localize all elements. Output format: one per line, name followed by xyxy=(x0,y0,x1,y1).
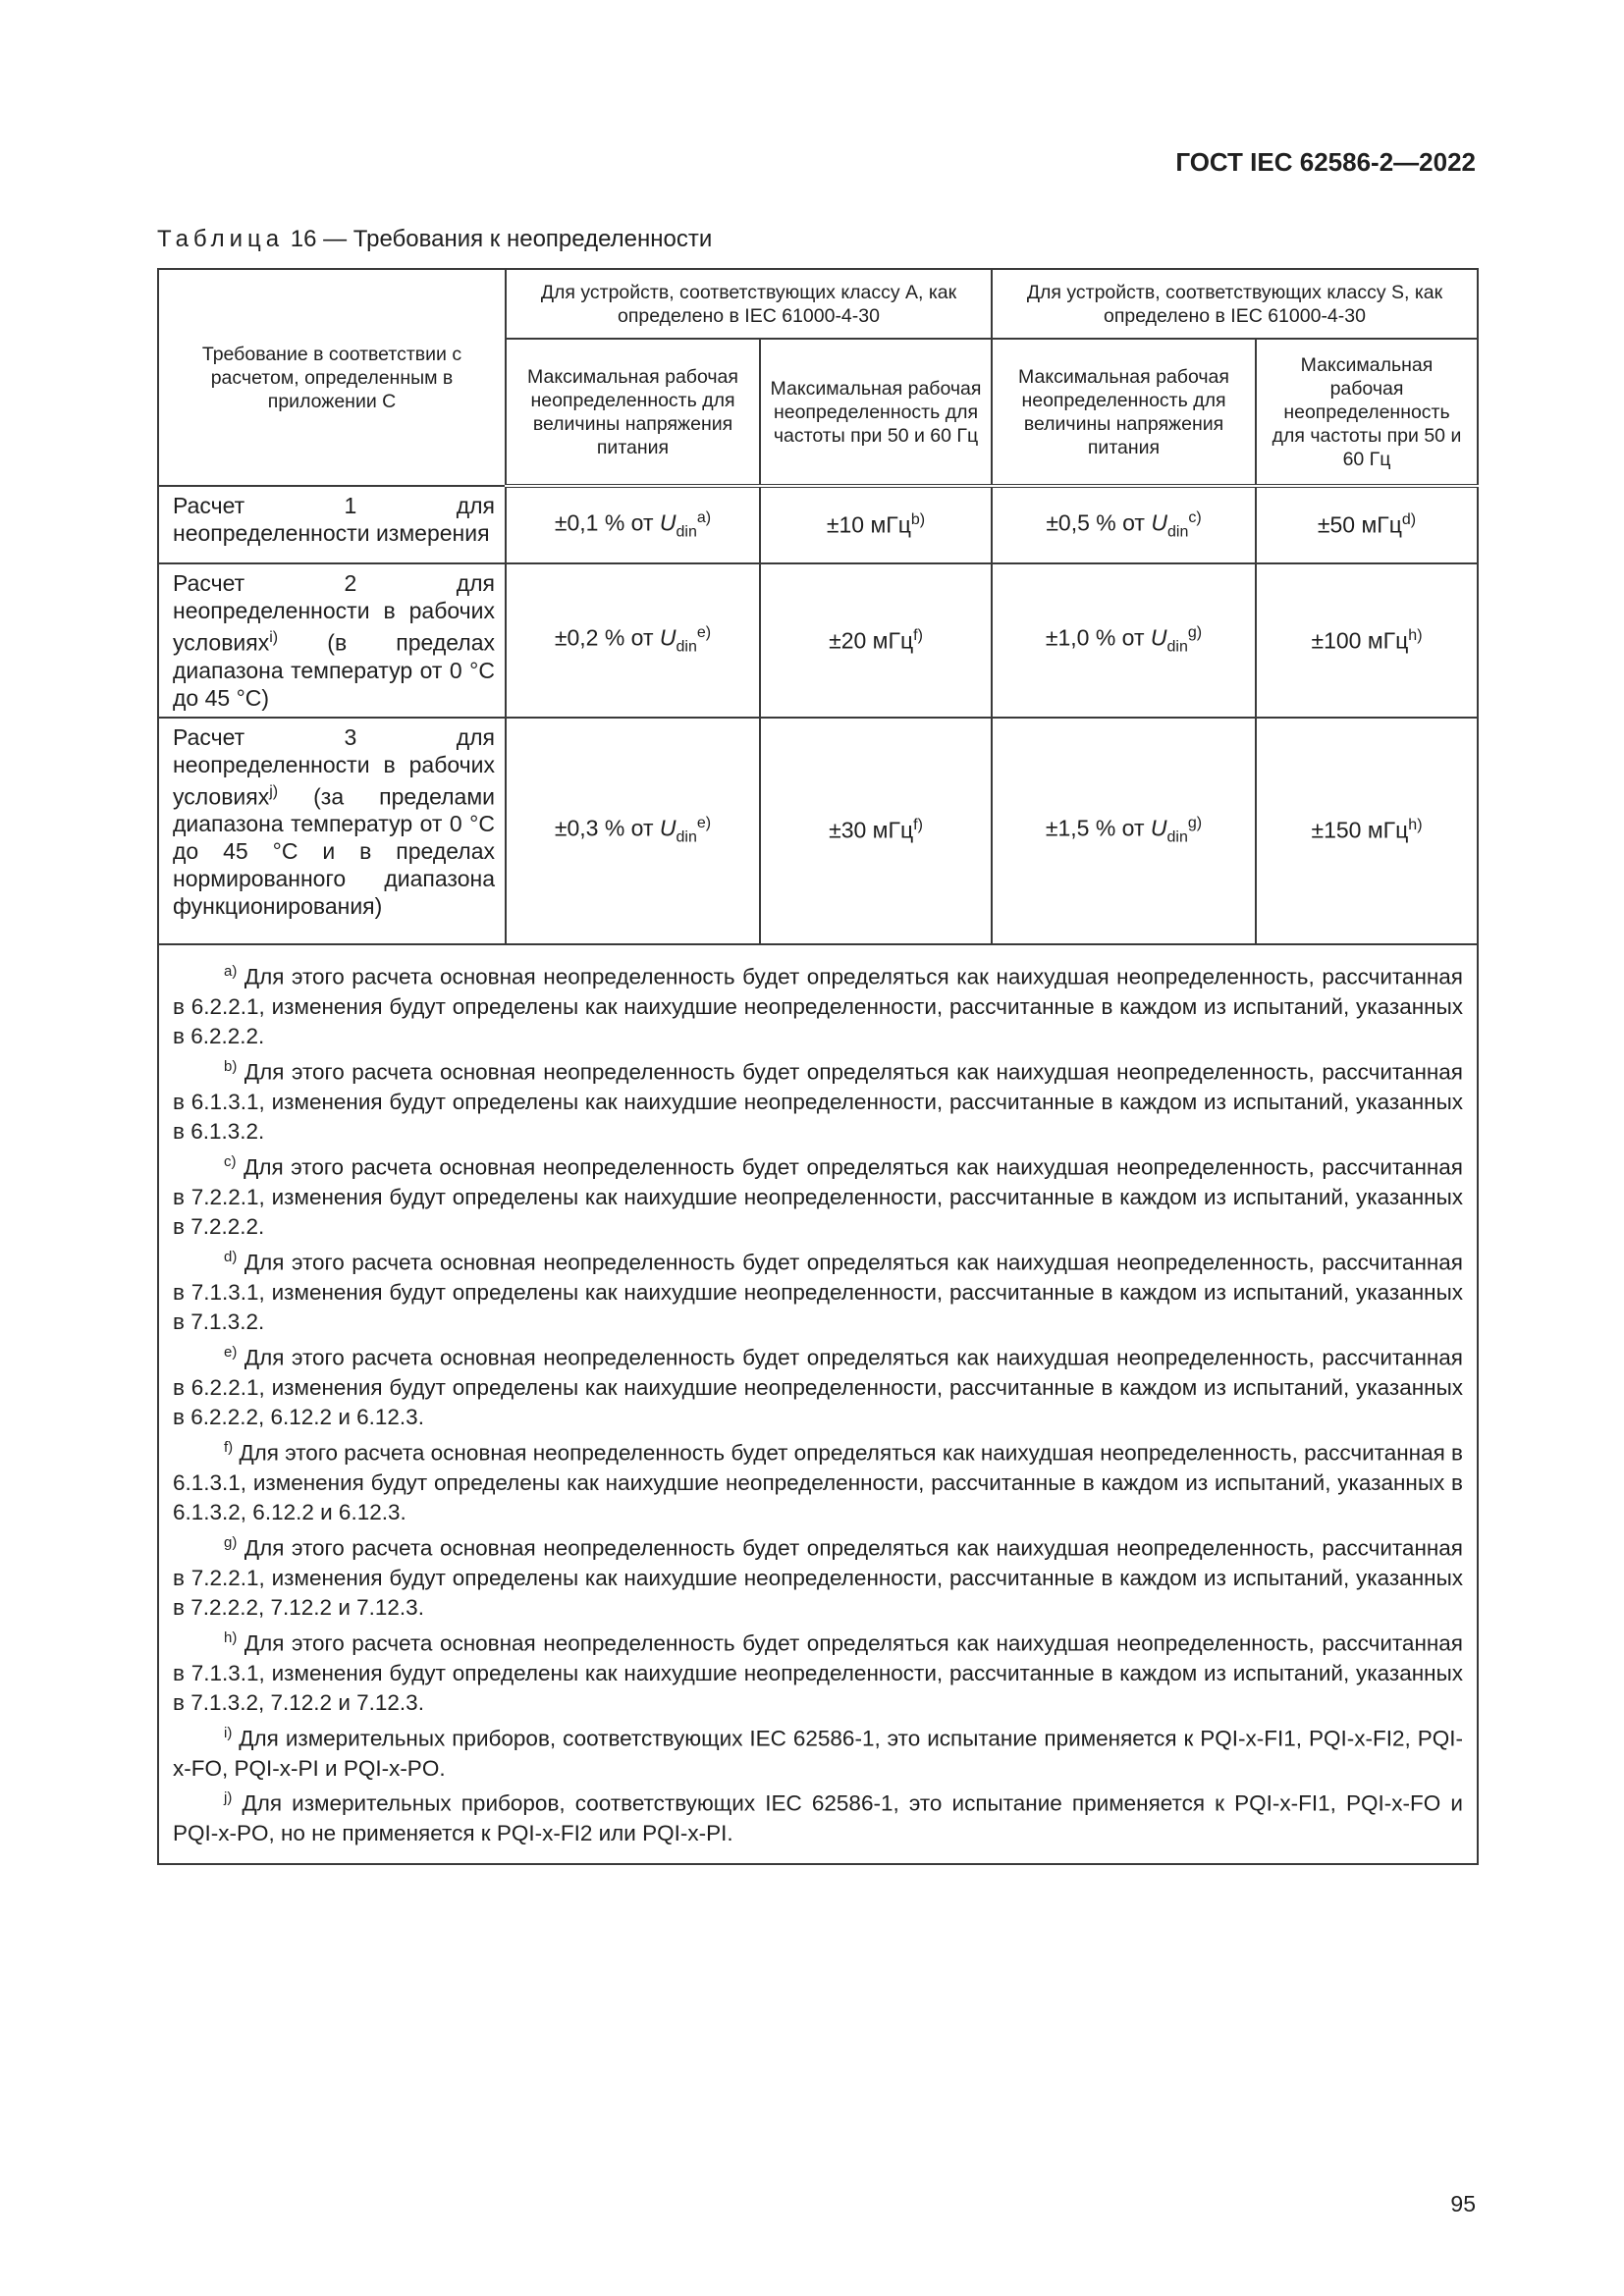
u-subscript: din xyxy=(676,523,697,541)
u-symbol: U xyxy=(1150,815,1167,841)
footnote-text: Для измерительных приборов, соответствующих IEC 62586-1, это испытание применяется к PQI-x-FI1, PQI-x-FI2, PQI-x-FO, PQI-x-PI и PQI-x-PO. xyxy=(173,1726,1463,1781)
requirement-header xyxy=(158,269,506,486)
footnote-ref: e) xyxy=(696,815,712,832)
value-text: ±1,5 % от xyxy=(1045,815,1151,841)
table-caption xyxy=(157,226,712,253)
value-cell xyxy=(506,718,760,944)
footnote-g xyxy=(173,1528,1463,1624)
u-symbol: U xyxy=(1150,624,1167,651)
footnote-mark: e) xyxy=(224,1343,238,1361)
footnote-mark: a) xyxy=(224,962,238,980)
value-text: ±30 мГц xyxy=(829,817,914,843)
row-label-text: Расчет 2 для неопределенности в рабочих условиях xyxy=(173,570,495,656)
footnote-a xyxy=(173,957,1463,1052)
footnote-i xyxy=(173,1719,1463,1785)
caption-text: 16 — Требования к неопределенности xyxy=(284,226,713,252)
footnote-text: Для измерительных приборов, соответствующих IEC 62586-1, это испытание применяется к PQI-x-FI1, PQI-x-FO и PQI-x-PO, но не применяется к PQI-x-FI2 или PQI-x-PI. xyxy=(173,1790,1463,1846)
footnote-text: Для этого расчета основная неопределенность будет определяться как наихудшая неопределенность, рассчитанная в 7.2.2.1, изменения будут определены как наихудшие неопределенности, рассчитанные в каждом из испытаний, указанных в 7.2.2.2. xyxy=(173,1154,1463,1240)
row-label-text: Расчет 3 для неопределенности в рабочих условиях xyxy=(173,723,495,810)
footnote-mark: b) xyxy=(224,1057,238,1075)
value-cell xyxy=(760,563,992,718)
table-row xyxy=(158,563,1478,718)
value-text: ±10 мГц xyxy=(826,511,911,538)
value-text: ±0,2 % от xyxy=(554,624,660,651)
value-text: ±50 мГц xyxy=(1317,511,1402,538)
value-text: ±0,1 % от xyxy=(554,509,660,536)
u-symbol: U xyxy=(659,815,677,841)
footnote-ref: g) xyxy=(1187,815,1203,832)
footnote-mark: d) xyxy=(224,1248,238,1265)
value-text: ±20 мГц xyxy=(829,627,914,654)
footnote-ref: f) xyxy=(913,817,923,834)
value-cell xyxy=(992,563,1256,718)
footnote-c xyxy=(173,1148,1463,1243)
page-number: 95 xyxy=(1450,2191,1476,2216)
footnote-ref: c) xyxy=(1188,508,1202,526)
footnote-text: Для этого расчета основная неопределенность будет определяться как наихудшая неопределенность, рассчитанная в 6.1.3.1, изменения будут определены как наихудшие неопределенности, рассчитанные в каждом из испытаний, указанных в 6.1.3.2. xyxy=(173,1059,1463,1145)
class-a-voltage-header: Максимальная рабочая неопределенность для величины напряжения питания xyxy=(506,339,760,486)
class-s-header: Для устройств, соответствующих классу S, как определено в IEC 61000-4-30 xyxy=(992,269,1478,339)
footnote-d xyxy=(173,1243,1463,1338)
value-text: ±0,3 % от xyxy=(554,815,660,841)
footnote-ref: h) xyxy=(1408,626,1423,644)
u-subscript: din xyxy=(676,828,697,846)
footnote-text: Для этого расчета основная неопределенность будет определяться как наихудшая неопределенность, рассчитанная в 6.1.3.1, изменения будут определены как наихудшие неопределенности, рассчитанные в каждом из испытаний, указанных в 6.1.3.2, 6.12.2 и 6.12.3. xyxy=(173,1440,1463,1525)
footnote-ref: a) xyxy=(696,508,712,526)
value-cell xyxy=(506,563,760,718)
value-cell xyxy=(1256,563,1478,718)
footnote-b xyxy=(173,1052,1463,1148)
class-a-header: Для устройств, соответствующих классу А, как определено в IEC 61000-4-30 xyxy=(506,269,992,339)
table-row xyxy=(158,718,1478,944)
table-row xyxy=(158,486,1478,563)
footnote-text: Для этого расчета основная неопределенность будет определяться как наихудшая неопределенность, рассчитанная в 6.2.2.1, изменения будут определены как наихудшие неопределенности, рассчитанные в каждом из испытаний, указанных в 6.2.2.2, 6.12.2 и 6.12.3. xyxy=(173,1345,1463,1430)
footnote-text: Для этого расчета основная неопределенность будет определяться как наихудшая неопределенность, рассчитанная в 7.1.3.1, изменения будут определены как наихудшие неопределенности, рассчитанные в каждом из испытаний, указанных в 7.1.3.2. xyxy=(173,1250,1463,1335)
footnote-ref: b) xyxy=(910,511,926,529)
footnote-text: Для этого расчета основная неопределенность будет определяться как наихудшая неопределенность, рассчитанная в 6.2.2.1, изменения будут определены как наихудшие неопределенности, рассчитанные в каждом из испытаний, указанных в 6.2.2.2. xyxy=(173,964,1463,1049)
u-subscript: din xyxy=(676,638,697,656)
requirement-header-text: Требование в соответствии с расчетом, определенным в приложении С xyxy=(201,343,462,412)
footnote-mark: h) xyxy=(224,1629,238,1646)
document-code: ГОСТ IEC 62586-2—2022 xyxy=(1175,147,1476,177)
value-text: ±0,5 % от xyxy=(1046,509,1152,536)
footnote-ref: i) xyxy=(269,629,279,646)
footnote-ref: j) xyxy=(269,782,279,800)
footnote-mark: c) xyxy=(224,1152,237,1170)
u-symbol: U xyxy=(659,624,677,651)
value-cell xyxy=(992,718,1256,944)
footnote-mark: g) xyxy=(224,1533,238,1551)
footnote-ref: g) xyxy=(1187,624,1203,642)
uncertainty-table xyxy=(157,268,1479,1865)
u-subscript: din xyxy=(1166,828,1188,846)
footnote-text: Для этого расчета основная неопределенность будет определяться как наихудшая неопределенность, рассчитанная в 7.1.3.1, изменения будут определены как наихудшие неопределенности, рассчитанные в каждом из испытаний, указанных в 7.1.3.2, 7.12.2 и 7.12.3. xyxy=(173,1630,1463,1716)
class-s-voltage-header: Максимальная рабочая неопределенность для величины напряжения питания xyxy=(992,339,1256,486)
value-cell xyxy=(992,486,1256,563)
u-subscript: din xyxy=(1166,523,1189,541)
footnote-f xyxy=(173,1433,1463,1528)
value-cell xyxy=(760,486,992,563)
footnote-ref: h) xyxy=(1408,817,1423,834)
value-text: ±1,0 % от xyxy=(1045,624,1151,651)
row-label xyxy=(158,486,506,563)
footnote-ref: e) xyxy=(696,624,712,642)
value-cell xyxy=(760,718,992,944)
row-label xyxy=(158,563,506,718)
class-a-frequency-header: Максимальная рабочая неопределенность для частоты при 50 и 60 Гц xyxy=(760,339,992,486)
footnote-e xyxy=(173,1338,1463,1433)
notes-cell xyxy=(158,944,1478,1864)
footnote-mark: f) xyxy=(224,1438,234,1456)
value-text: ±150 мГц xyxy=(1311,817,1409,843)
row-label-tail: (за пределами диапазона температур от 0 °С до 45 °С и в пределах нормированного диапазона функционирования) xyxy=(173,783,495,920)
footnote-h xyxy=(173,1624,1463,1719)
class-s-frequency-header: Максимальная рабочая неопределенность для частоты при 50 и 60 Гц xyxy=(1256,339,1478,486)
row-label xyxy=(158,718,506,944)
footnote-j xyxy=(173,1784,1463,1849)
footnote-ref: f) xyxy=(913,626,923,644)
footnote-text: Для этого расчета основная неопределенность будет определяться как наихудшая неопределенность, рассчитанная в 7.2.2.1, изменения будут определены как наихудшие неопределенности, рассчитанные в каждом из испытаний, указанных в 7.2.2.2, 7.12.2 и 7.12.3. xyxy=(173,1535,1463,1621)
footnote-ref: d) xyxy=(1401,511,1417,529)
u-symbol: U xyxy=(659,509,677,536)
row-label-text: Расчет 1 для неопределенности измерения xyxy=(173,493,495,546)
notes-row xyxy=(158,944,1478,1864)
value-cell xyxy=(1256,486,1478,563)
row-label-tail: (в пределах диапазона температур от 0 °С до 45 °С) xyxy=(173,629,495,711)
u-symbol: U xyxy=(1151,509,1167,536)
value-cell xyxy=(1256,718,1478,944)
value-text: ±100 мГц xyxy=(1311,627,1409,654)
footnote-mark: i) xyxy=(224,1724,233,1741)
caption-prefix: Таблица xyxy=(157,226,285,252)
footnote-mark: j) xyxy=(224,1789,233,1807)
value-cell xyxy=(506,486,760,563)
u-subscript: din xyxy=(1166,638,1188,656)
